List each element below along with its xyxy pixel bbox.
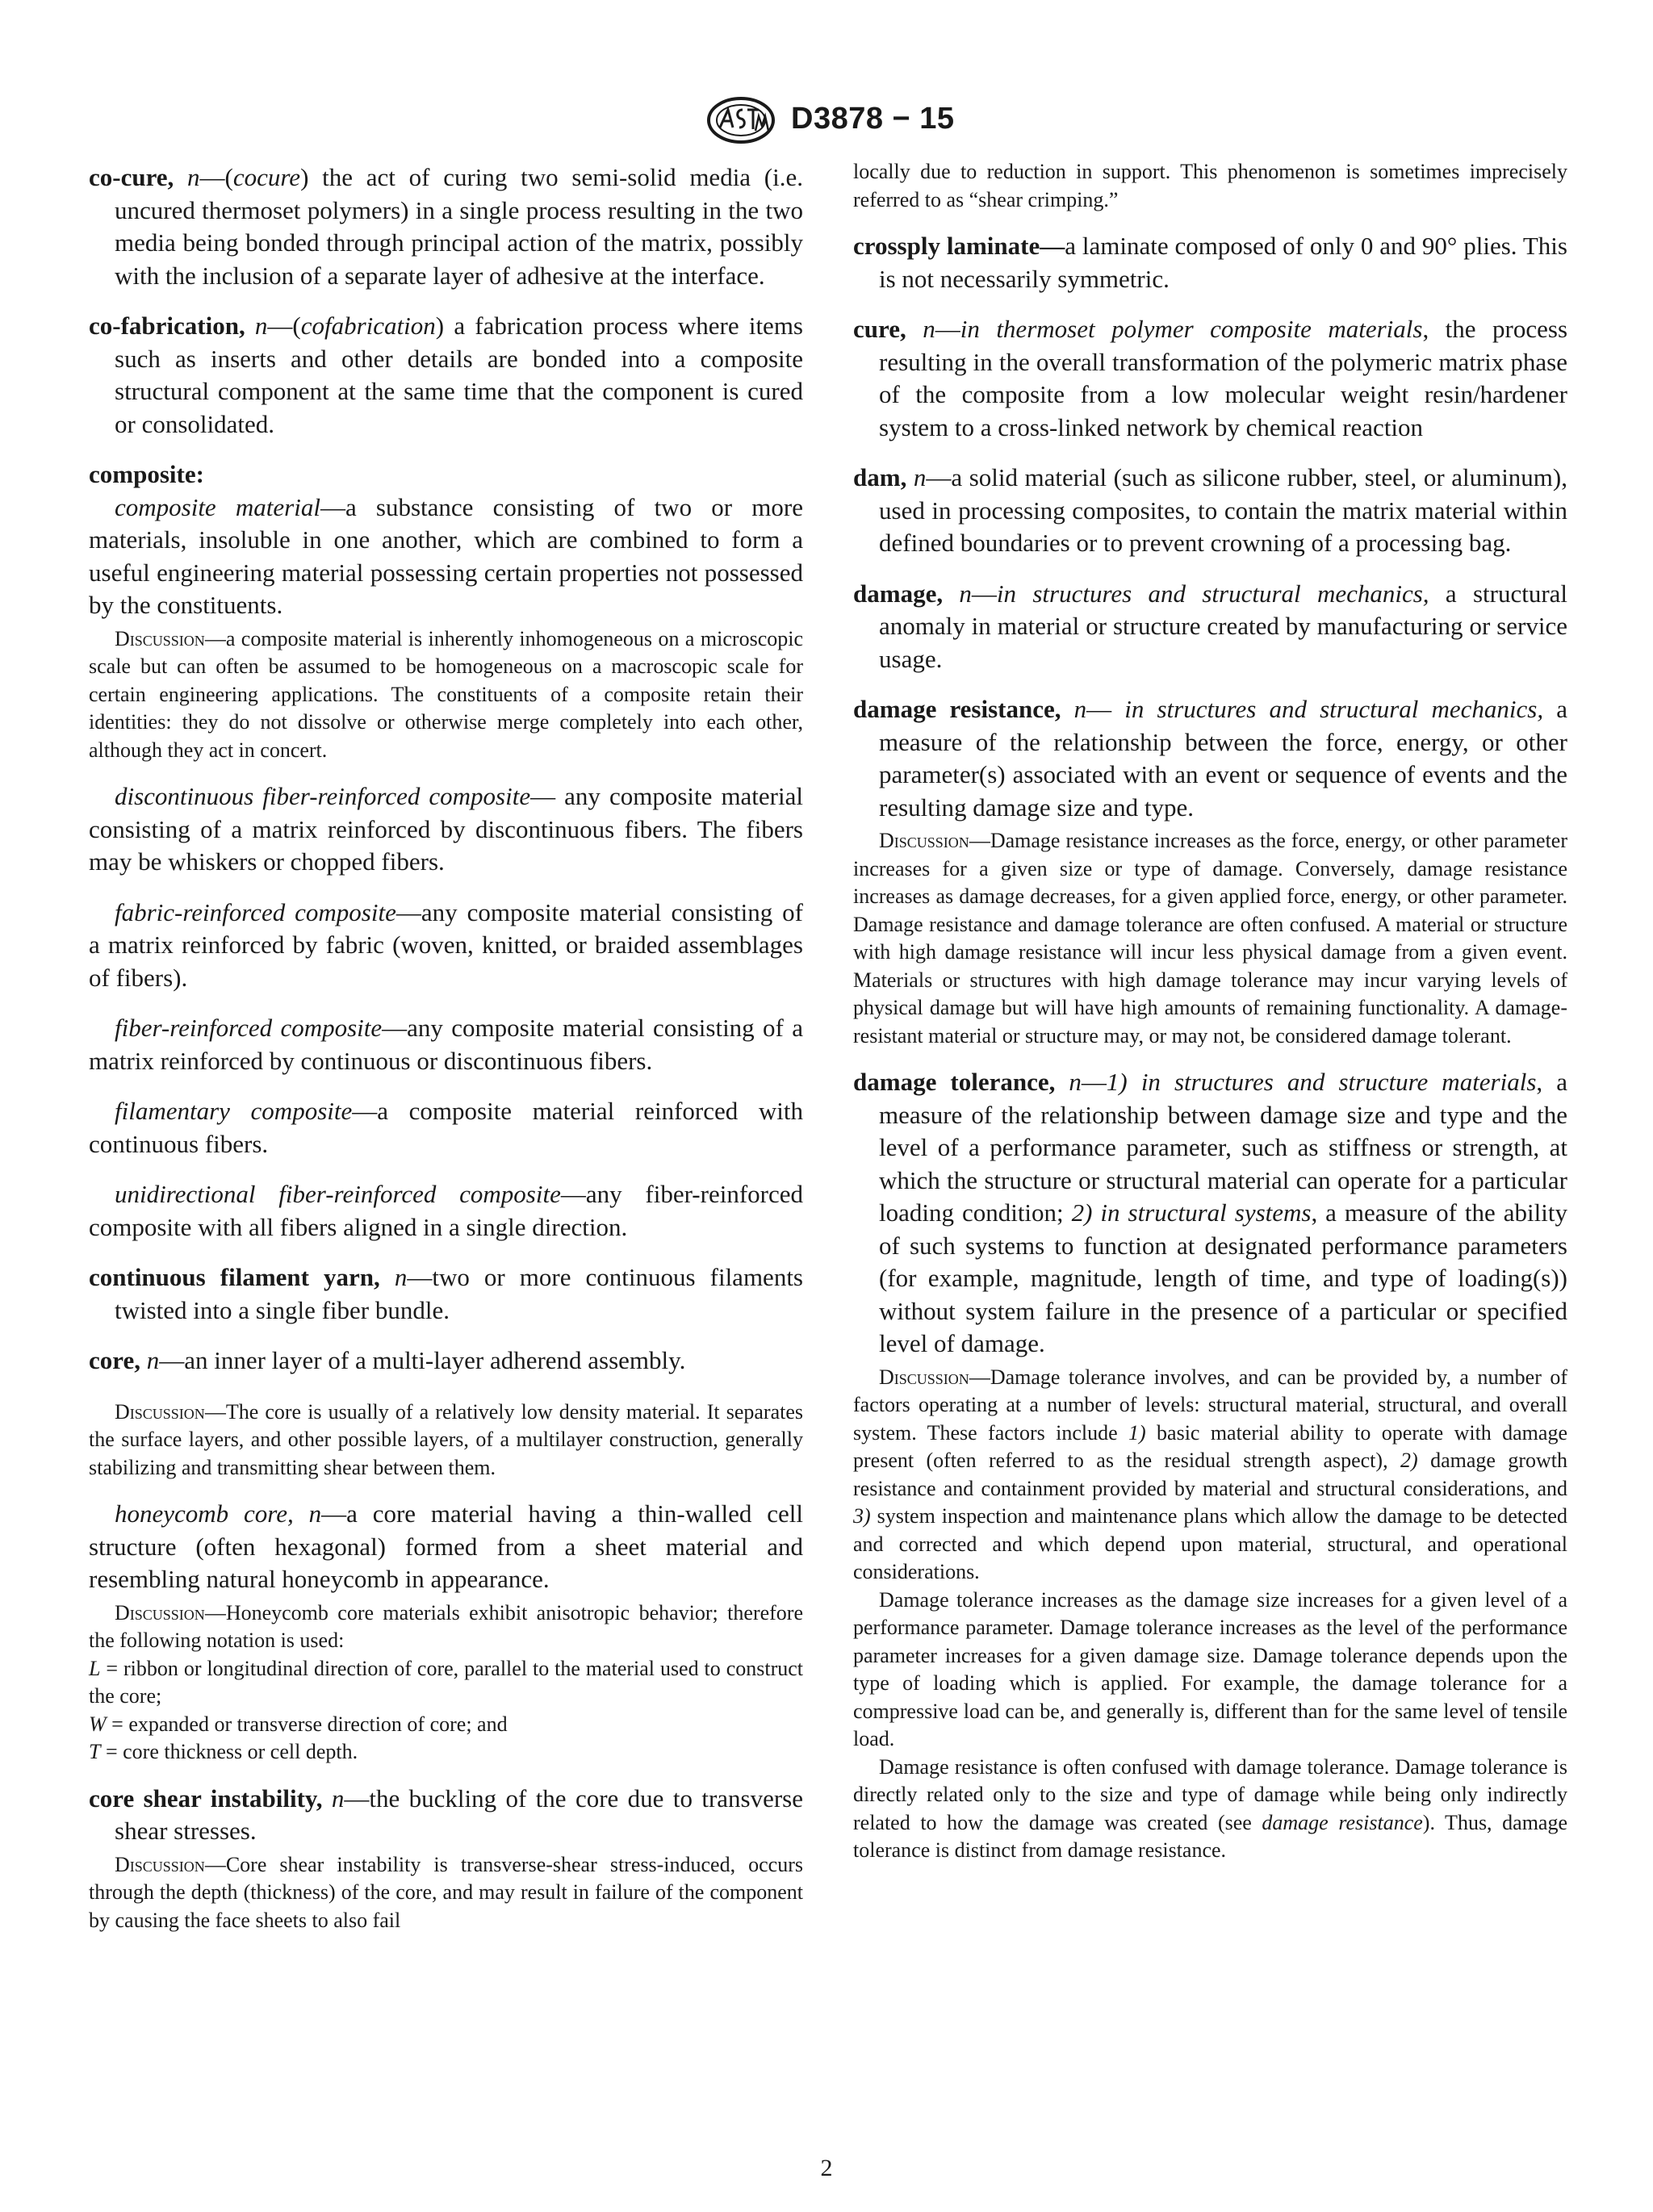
term: core, bbox=[89, 1346, 140, 1374]
item-number: 1) bbox=[1106, 1068, 1128, 1096]
discussion-core bbox=[89, 1399, 803, 1482]
term: fabric-reinforced composite bbox=[115, 897, 396, 926]
discussion-text: —Damage tolerance involves, and can be provided by, a number of factors operating at a number of levels: structural material, structural, and overall system. These factors include bbox=[853, 1365, 1567, 1445]
definition-crossply-laminate bbox=[853, 230, 1567, 295]
discussion-text: —Damage resistance increases as the force, energy, or other parameter increases for a given size or type of damage. Conversely, damage resistance increases as damage decreases, for a given applied force, energy, or other parameter. Damage resistance and damage tolerance are often confused. A material or structure with high damage resistance will incur less physical damage from a given event. Materials or structures with high damage tolerance may incur varying levels of physical damage but will have high amounts of remaining functionality. A damage-resistant material or structure may, or may not, be considered damage tolerant. bbox=[853, 829, 1567, 1047]
term: crossply laminate— bbox=[853, 232, 1065, 260]
definition-composite-material bbox=[89, 491, 803, 622]
term: continuous filament yarn, bbox=[89, 1263, 380, 1291]
symbol: W bbox=[89, 1712, 107, 1736]
notation-W bbox=[89, 1711, 803, 1739]
definition-text: —any fiber-reinforced composite with all fibers aligned in a single direction. bbox=[89, 1180, 803, 1241]
discussion-continuation: locally due to reduction in support. This phenomenon is sometimes imprecisely referred to as “shear crimping.” bbox=[853, 160, 1567, 211]
discussion-text: —The core is usually of a relatively low density material. It separates the surface layers, and other possible layers, of a multilayer construction, generally stabilizing and transmitting shear between them. bbox=[89, 1399, 803, 1479]
discussion-label: Discussion bbox=[115, 1600, 205, 1625]
definition-core bbox=[89, 1344, 803, 1378]
term: co-cure, bbox=[89, 163, 174, 191]
definition-text: a laminate composed of only 0 and 90° plies. This is not necessarily symmetric. bbox=[879, 232, 1567, 293]
qualifier: in structures and structural mechanics, bbox=[1111, 695, 1544, 723]
part-of-speech: n bbox=[923, 315, 935, 343]
notation-T bbox=[89, 1738, 803, 1767]
definition-fiber-reinforced bbox=[89, 1012, 803, 1077]
heading-composite: composite: bbox=[89, 460, 204, 488]
definition-text: a measure of the relationship between the force, energy, or other parameter(s) associated with an event or sequence of events and the resulting damage size and type. bbox=[879, 695, 1568, 822]
term: unidirectional fiber-reinforced composite bbox=[115, 1180, 561, 1208]
part-of-speech: n bbox=[146, 1346, 160, 1374]
term: honeycomb core, n bbox=[115, 1499, 322, 1528]
term: damage, bbox=[853, 579, 944, 608]
definition-cure: cure, n—in thermoset polymer composite materials, the process resulting in the overall transformation of the polymeric matrix phase of the composite from a low molecular weight resin/hardener system to a cross-linked network by chemical reaction bbox=[853, 315, 1568, 441]
term: composite material bbox=[115, 492, 320, 521]
qualifier: in structural systems bbox=[1100, 1198, 1312, 1227]
discussion-text: ). Thus, damage tolerance is distinct from damage resistance. bbox=[853, 1810, 1567, 1862]
definition-text: —a substance consisting of two or more materials, insoluble in one another, which are combined to form a useful engineering material possessing certain properties not possessed by the constituents. bbox=[89, 492, 803, 619]
notation-text: = core thickness or cell depth. bbox=[100, 1740, 358, 1763]
term: damage resistance, bbox=[853, 695, 1061, 723]
definition-damage-tolerance: damage tolerance, n—1) in structures and structure materials, a measure of the relationship between damage size and type and the level of a performance parameter, such as stiffness or strength, at which the structure or structural material can operate for a particular loading condition; 2) in structural systems, a measure of the ability of such systems to function at designated performance parameters (for example, magnitude, length of time, and type of loading(s)) without system failure in the presence of a particular or specified level of damage. bbox=[853, 1068, 1567, 1357]
definition-discontinuous bbox=[89, 780, 803, 879]
item-number: 2) bbox=[1071, 1198, 1093, 1227]
definition-text: —any composite material consisting of a matrix reinforced by continuous or discontinuous fibers. bbox=[89, 1014, 803, 1075]
qualifier: in structures and structural mechanics, bbox=[996, 579, 1429, 608]
page-number: 2 bbox=[820, 2155, 833, 2181]
part-of-speech: n bbox=[331, 1783, 345, 1813]
qualifier: in structures and structure materials bbox=[1140, 1068, 1537, 1096]
item-number: 2) bbox=[1400, 1449, 1418, 1472]
notation-text: = expanded or transverse direction of core; and bbox=[106, 1712, 508, 1736]
term: dam, bbox=[853, 463, 907, 491]
variant: cofabrication bbox=[300, 312, 436, 340]
definition-text: , a measure of the ability of such systems to function at designated performance parameters (for example, magnitude, length of time, and type of loading(s)) without system failure in the presence of a particular or specified level of damage. bbox=[879, 1198, 1567, 1357]
definition-co-cure: co-cure, n—(cocure) the act of curing two semi-solid media (i.e. uncured thermoset polymers) in a single process resulting in the two media being bonded through principal action of the matrix, possibly with the inclusion of a separate layer of adhesive at the interface. bbox=[89, 163, 804, 290]
definition-text: a structural anomaly in material or structure created by manufacturing or service usage. bbox=[879, 579, 1568, 673]
discussion-text: basic material ability to operate with damage present (often referred to as the residual strength aspect), bbox=[853, 1420, 1567, 1472]
part-of-speech: n bbox=[187, 163, 200, 191]
cross-reference: damage resistance bbox=[1262, 1810, 1423, 1834]
definition-text: —a solid material (such as silicone rubber, steel, or aluminum), used in processing composites, to contain the matrix material within defined boundaries or to prevent crowning of a processing bag. bbox=[879, 463, 1567, 557]
discussion-honeycomb bbox=[89, 1599, 803, 1655]
definition-text: the act of curing two semi-solid media (i.e. uncured thermoset polymers) in a single process resulting in the two media being bonded through principal action of the matrix, possibly with the inclusion of a separate layer of adhesive at the interface. bbox=[115, 163, 804, 290]
discussion-composite bbox=[89, 625, 803, 765]
page-header bbox=[0, 95, 1653, 152]
definition-text: —a composite material reinforced with continuous fibers. bbox=[89, 1097, 803, 1158]
part-of-speech: n bbox=[1073, 695, 1087, 723]
definition-text: a fabrication process where items such as inserts and other details are bonded into a composite structural component at the same time that the component is cured or consolidated. bbox=[115, 312, 803, 438]
definition-honeycomb-core bbox=[89, 1498, 803, 1596]
term: co-fabrication, bbox=[89, 312, 245, 340]
discussion-damage-tolerance-para-3 bbox=[853, 1754, 1567, 1865]
definition-text: —the buckling of the core due to transverse shear stresses. bbox=[115, 1783, 803, 1845]
term: fiber-reinforced composite bbox=[115, 1014, 383, 1042]
definition-text: —an inner layer of a multi-layer adherend assembly. bbox=[159, 1346, 686, 1374]
definition-damage: damage, n—in structures and structural mechanics, a structural anomaly in material or structure created by manufacturing or service usage. bbox=[853, 579, 1568, 673]
term: core shear instability, bbox=[89, 1783, 323, 1813]
part-of-speech: n bbox=[913, 463, 927, 491]
definition-text: , the process resulting in the overall transformation of the polymeric matrix phase of the composite from a low molecular weight resin/hardener system to a cross-linked network by chemical reaction bbox=[879, 315, 1568, 441]
definition-text: —any composite material consisting of a matrix reinforced by fabric (woven, knitted, or braided assemblages of fibers). bbox=[89, 897, 804, 992]
part-of-speech: n bbox=[1069, 1068, 1082, 1096]
definition-continuous-filament-yarn bbox=[89, 1261, 803, 1327]
notation-L bbox=[89, 1655, 803, 1711]
variant: cocure bbox=[232, 163, 301, 191]
qualifier: in thermoset polymer composite materials bbox=[960, 315, 1423, 343]
discussion-label: Discussion bbox=[115, 626, 205, 650]
astm-logo-icon bbox=[705, 95, 776, 145]
definition-core-shear-instability bbox=[89, 1783, 803, 1848]
definition-text: , a measure of the relationship between damage size and type and the level of a performance parameter, such as stiffness or strength, at which the structure or structural material can operate for a particular loading condition; bbox=[879, 1068, 1567, 1227]
definition-text: —two or more continuous filaments twisted into a single fiber bundle. bbox=[115, 1263, 803, 1324]
discussion-text: —Core shear instability is transverse-shear stress-induced, occurs through the depth (thickness) of the core, and may result in failure of the component by causing the face sheets to also fail bbox=[89, 1852, 803, 1932]
definition-filamentary bbox=[89, 1095, 803, 1160]
part-of-speech: n bbox=[394, 1263, 408, 1291]
term: cure, bbox=[853, 315, 906, 343]
right-column bbox=[853, 158, 1567, 1881]
definition-dam bbox=[853, 462, 1567, 560]
definition-fabric-reinforced bbox=[89, 897, 803, 995]
discussion-core-shear bbox=[89, 1851, 803, 1935]
standard-designation: D3878 − 15 bbox=[791, 102, 955, 136]
definition-damage-resistance: damage resistance, n— in structures and structural mechanics, a measure of the relationship between the force, energy, or other parameter(s) associated with an event or sequence of events and the resulting damage size and type. bbox=[853, 695, 1568, 822]
item-number: 3) bbox=[853, 1504, 871, 1528]
discussion-damage-tolerance-para-2: Damage tolerance increases as the damage size increases for a given level of a performance parameter. Damage tolerance increases as the level of the performance parameter increases for a given damage size. Damage tolerance depends upon the type of loading which is applied. For example, the damage tolerance for a compressive load can be, and generally is, different than for the same level of tensile load. bbox=[853, 1587, 1567, 1750]
definition-unidirectional bbox=[89, 1178, 803, 1244]
discussion-damage-tolerance bbox=[853, 1364, 1567, 1587]
definition-text: —a core material having a thin-walled cell structure (often hexagonal) formed from a sheet material and resembling natural honeycomb in appearance. bbox=[89, 1499, 803, 1593]
discussion-text: damage growth resistance and containment provided by material and structural considerations, and bbox=[853, 1449, 1567, 1500]
symbol: L bbox=[89, 1656, 101, 1680]
definition-co-fabrication: co-fabrication, n—(cofabrication) a fabrication process where items such as inserts and other details are bonded into a composite structural component at the same time that the component is cured or consolidated. bbox=[89, 312, 803, 438]
discussion-text: Damage resistance is often confused with damage tolerance. Damage tolerance is directly related only to the size and type of damage while being only indirectly related to how the damage was created (see bbox=[853, 1754, 1567, 1834]
discussion-label: Discussion bbox=[879, 829, 969, 852]
discussion-label: Discussion bbox=[115, 1399, 205, 1424]
discussion-text: —Honeycomb core materials exhibit anisotropic behavior; therefore the following notation is used: bbox=[89, 1600, 803, 1652]
term: filamentary composite bbox=[115, 1097, 353, 1125]
notation-text: = ribbon or longitudinal direction of core, parallel to the material used to construct the core; bbox=[89, 1656, 803, 1708]
term: damage tolerance, bbox=[853, 1068, 1056, 1096]
part-of-speech: n bbox=[254, 312, 268, 340]
discussion-label: Discussion bbox=[115, 1852, 205, 1876]
discussion-text: —a composite material is inherently inhomogeneous on a microscopic scale but can often be assumed to be homogeneous on a macroscopic scale for certain engineering applications. The constituents of a composite retain their identities: they do not dissolve or otherwise merge completely into each other, although they act in concert. bbox=[89, 626, 803, 762]
left-column bbox=[89, 161, 803, 1951]
definition-text: — any composite material consisting of a matrix reinforced by discontinuous fibers. The fibers may be whiskers or chopped fibers. bbox=[89, 782, 803, 876]
discussion-text: system inspection and maintenance plans which allow the damage to be detected and corrected and which depend upon material, structural, and operational considerations. bbox=[853, 1504, 1567, 1583]
part-of-speech: n bbox=[959, 579, 972, 608]
discussion-damage-resistance bbox=[853, 827, 1567, 1050]
discussion-label: Discussion bbox=[879, 1365, 969, 1389]
symbol: T bbox=[89, 1740, 101, 1763]
item-number: 1) bbox=[1128, 1420, 1146, 1445]
term: discontinuous fiber-reinforced composite bbox=[115, 782, 531, 810]
